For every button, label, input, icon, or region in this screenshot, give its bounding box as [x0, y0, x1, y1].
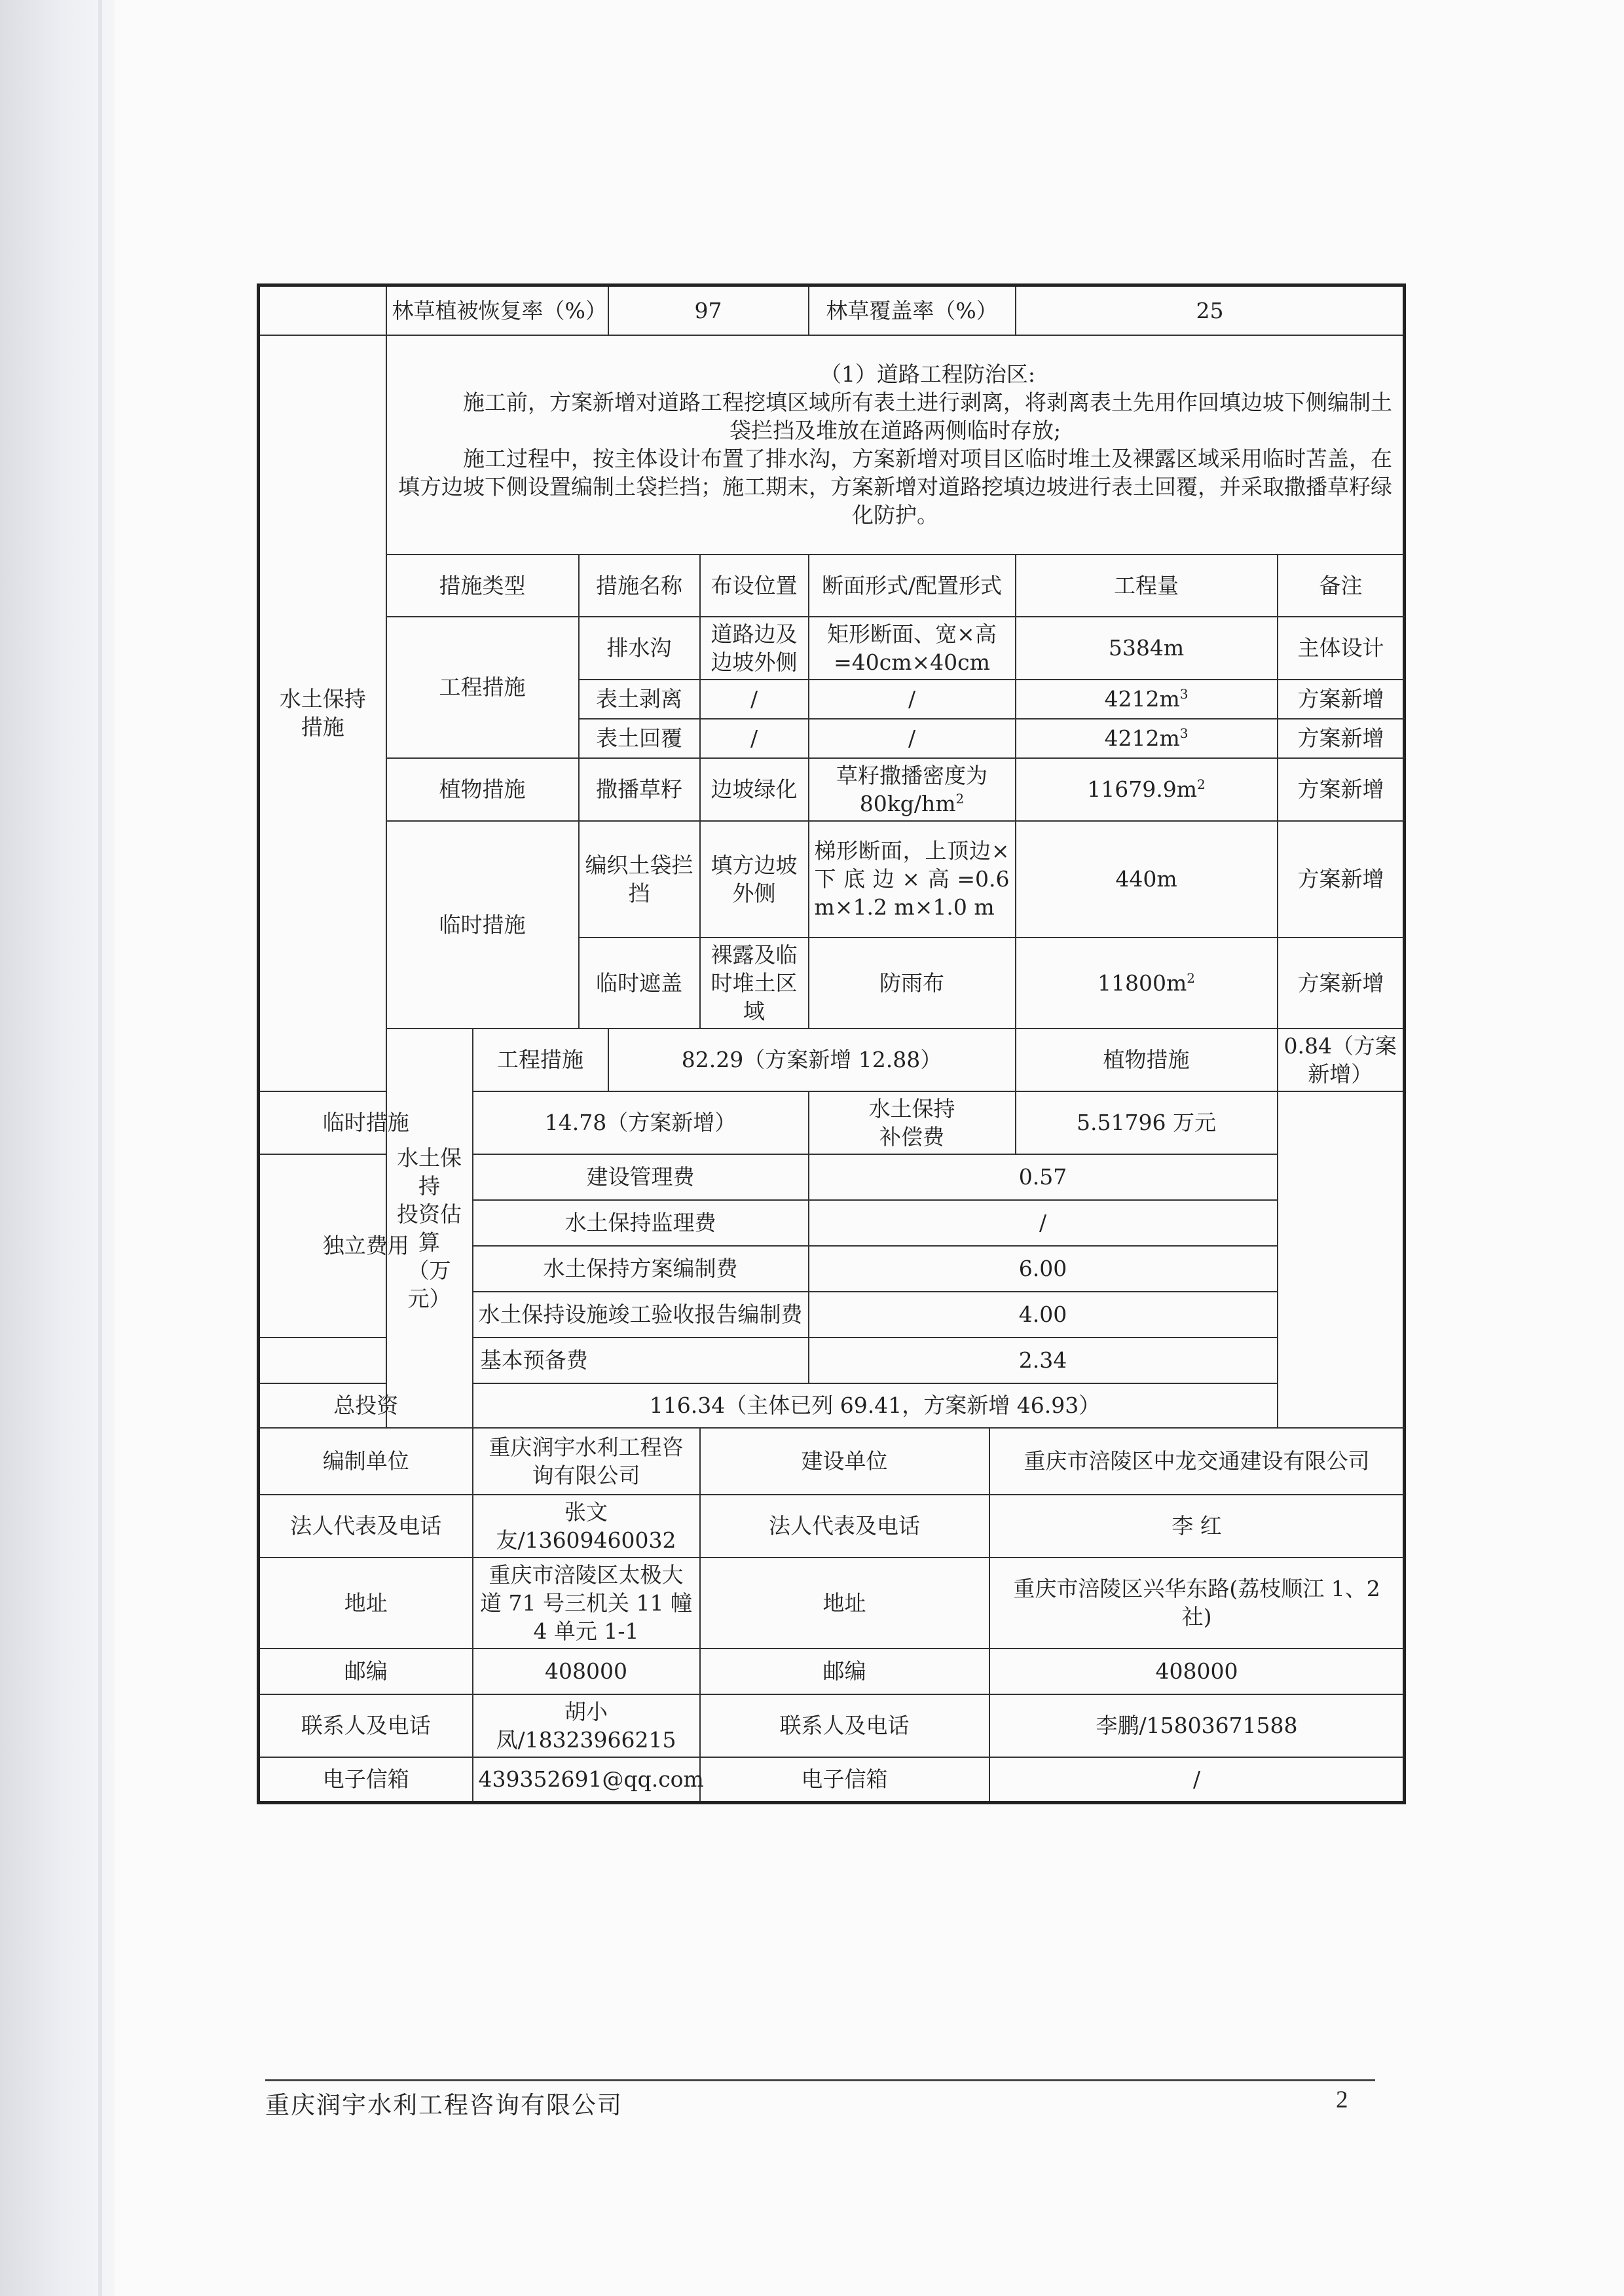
measure-row [259, 821, 1405, 938]
measure-name: 临时遮盖 [579, 938, 700, 1029]
temporary-cost-value: 14.78（方案新增） [473, 1091, 809, 1154]
independent-item-label: 建设管理费 [473, 1154, 809, 1200]
independent-cost-label: 独立费用 [259, 1154, 473, 1338]
measures-paragraph [386, 335, 1405, 555]
contact-left-value: 张文友/13609460032 [473, 1495, 700, 1558]
contact-right-value: 李 红 [989, 1495, 1405, 1558]
measure-location: 道路边及边坡外侧 [700, 617, 809, 680]
independent-item-value: / [809, 1200, 1278, 1246]
unit-superscript: 3 [1179, 686, 1189, 702]
measure-quantity-cell [1016, 758, 1278, 821]
engineering-cost-value: 82.29（方案新增 12.88） [608, 1029, 1016, 1091]
contact-right-value: 李鹏/15803671588 [989, 1694, 1405, 1757]
temporary-type: 临时措施 [386, 821, 579, 1029]
measures-paragraph-row [259, 335, 1405, 555]
contact-row [259, 1558, 1405, 1649]
plant-type: 植物措施 [386, 758, 579, 821]
unit-superscript: 2 [955, 790, 965, 807]
contact-right-value: 408000 [989, 1649, 1405, 1694]
measure-note: 方案新增 [1278, 719, 1405, 758]
measure-form-cell [809, 758, 1016, 821]
measures-header-row [259, 555, 1405, 617]
measure-quantity-cell [1016, 938, 1278, 1029]
measure-quantity: 4212m [1104, 686, 1180, 712]
para-title: （1）道路工程防治区: [819, 361, 1036, 387]
veg-cover-label: 林草覆盖率（%） [809, 285, 1016, 335]
measure-form: 草籽撒播密度为80kg/hm [836, 762, 987, 816]
measure-form: 矩形断面、宽×高=40cm×40cm [809, 617, 1016, 680]
measure-location: / [700, 680, 809, 719]
investment-row [259, 1029, 1405, 1091]
header-location: 布设位置 [700, 555, 809, 617]
measure-location: / [700, 719, 809, 758]
header-name: 措施名称 [579, 555, 700, 617]
contact-left-label: 电子信箱 [259, 1757, 473, 1803]
blank-cell [259, 285, 386, 335]
contact-right-label: 法人代表及电话 [700, 1495, 989, 1558]
contact-left-label: 联系人及电话 [259, 1694, 473, 1757]
measure-name: 表土剥离 [579, 680, 700, 719]
contact-left-label: 编制单位 [259, 1428, 473, 1495]
measure-quantity: 440m [1016, 821, 1278, 938]
contact-left-label: 法人代表及电话 [259, 1495, 473, 1558]
measure-form: 防雨布 [809, 938, 1016, 1029]
contact-right-value: 重庆市涪陵区中龙交通建设有限公司 [989, 1428, 1405, 1495]
measure-note: 主体设计 [1278, 617, 1405, 680]
page-number: 2 [1336, 2086, 1348, 2113]
independent-item-label: 水土保持方案编制费 [473, 1246, 809, 1292]
reserve-row [259, 1338, 1405, 1383]
plant-cost-label: 植物措施 [1016, 1029, 1278, 1091]
contact-row [259, 1757, 1405, 1803]
independent-item-label: 水土保持监理费 [473, 1200, 809, 1246]
engineering-cost-label: 工程措施 [473, 1029, 608, 1091]
contact-left-value: 胡小凤/18323966215 [473, 1694, 700, 1757]
measure-form: / [809, 680, 1016, 719]
para-construction-before: 施工前，方案新增对道路工程挖填区域所有表土进行剥离，将剥离表土先用作回填边坡下侧编制土袋拦挡及堆放在道路两侧临时存放; [463, 390, 1392, 443]
contact-right-label: 联系人及电话 [700, 1694, 989, 1757]
measure-row [259, 758, 1405, 821]
contact-left-value: 重庆市涪陵区太极大道 71 号三机关 11 幢 4 单元 1-1 [473, 1558, 700, 1649]
independent-item-label: 水土保持设施竣工验收报告编制费 [473, 1292, 809, 1338]
reserve-label: 基本预备费 [259, 1338, 809, 1383]
summary-table-container [257, 283, 1403, 1793]
vegetation-row [259, 285, 1405, 335]
contact-row [259, 1495, 1405, 1558]
footer-rule [265, 2079, 1375, 2081]
measure-row [259, 617, 1405, 680]
contact-left-value: 408000 [473, 1649, 700, 1694]
measure-note: 方案新增 [1278, 680, 1405, 719]
contact-right-value: 重庆市涪陵区兴华东路(荔枝顺江 1、2 社) [989, 1558, 1405, 1649]
measure-location: 填方边坡外侧 [700, 821, 809, 938]
measure-quantity: 11800m [1098, 970, 1187, 996]
total-label: 总投资 [259, 1383, 473, 1428]
reserve-value: 2.34 [809, 1338, 1278, 1383]
measure-note: 方案新增 [1278, 938, 1405, 1029]
contact-left-label: 地址 [259, 1558, 473, 1649]
header-note: 备注 [1278, 555, 1405, 617]
contact-right-label: 地址 [700, 1558, 989, 1649]
contact-left-value: 重庆润宇水利工程咨询有限公司 [473, 1428, 700, 1495]
measure-quantity-cell [1016, 719, 1278, 758]
contact-row [259, 1428, 1405, 1495]
contact-right-label: 建设单位 [700, 1428, 989, 1495]
compensation-value: 5.51796 万元 [1016, 1091, 1278, 1154]
compensation-label: 水土保持 补偿费 [809, 1091, 1016, 1154]
header-quantity: 工程量 [1016, 555, 1278, 617]
measure-name: 编织土袋拦挡 [579, 821, 700, 938]
veg-recovery-value: 97 [608, 285, 809, 335]
independent-item-value: 6.00 [809, 1246, 1278, 1292]
measure-location: 边坡绿化 [700, 758, 809, 821]
measure-location: 裸露及临时堆土区域 [700, 938, 809, 1029]
investment-section-label: 水土保持 投资估算 （万元） [386, 1029, 473, 1428]
contact-right-value: / [989, 1757, 1405, 1803]
measure-quantity: 11679.9m [1087, 776, 1198, 802]
measure-quantity: 4212m [1104, 725, 1180, 751]
contact-row [259, 1649, 1405, 1694]
contact-left-value: 439352691@qq.com [473, 1757, 700, 1803]
temporary-cost-label: 临时措施 [259, 1091, 473, 1154]
total-row [259, 1383, 1405, 1428]
total-value: 116.34（主体已列 69.41，方案新增 46.93） [473, 1383, 1278, 1428]
contact-row [259, 1694, 1405, 1757]
measure-name: 排水沟 [579, 617, 700, 680]
measure-quantity-cell [1016, 680, 1278, 719]
plant-cost-value: 0.84（方案新增） [1278, 1029, 1405, 1091]
unit-superscript: 2 [1197, 776, 1206, 792]
binding-edge [98, 0, 102, 2296]
independent-item-value: 0.57 [809, 1154, 1278, 1200]
binding-shadow [0, 0, 115, 2296]
header-type: 措施类型 [386, 555, 579, 617]
measure-note: 方案新增 [1278, 821, 1405, 938]
summary-table [257, 283, 1406, 1804]
footer-company: 重庆润宇水利工程咨询有限公司 [265, 2091, 623, 2119]
measure-name: 撒播草籽 [579, 758, 700, 821]
contact-right-label: 邮编 [700, 1649, 989, 1694]
independent-item-value: 4.00 [809, 1292, 1278, 1338]
header-form: 断面形式/配置形式 [809, 555, 1016, 617]
para-construction-during: 施工过程中，按主体设计布置了排水沟，方案新增对项目区临时堆土及裸露区域采用临时苫盖，在填方边坡下侧设置编制土袋拦挡；施工期末，方案新增对道路挖填边坡进行表土回覆，并采取撒播草籽绿化防护。 [398, 446, 1392, 528]
contact-right-label: 电子信箱 [700, 1757, 989, 1803]
measure-note: 方案新增 [1278, 758, 1405, 821]
unit-superscript: 2 [1187, 970, 1196, 986]
measure-quantity: 5384m [1016, 617, 1278, 680]
measure-name: 表土回覆 [579, 719, 700, 758]
engineering-type: 工程措施 [386, 617, 579, 758]
measure-form: 梯形断面，上顶边×下底边×高=0.6 m×1.2 m×1.0 m [809, 821, 1016, 938]
veg-cover-value: 25 [1016, 285, 1405, 335]
veg-recovery-label: 林草植被恢复率（%） [386, 285, 608, 335]
measure-form: / [809, 719, 1016, 758]
measures-section-label: 水土保持 措施 [259, 335, 386, 1091]
contact-left-label: 邮编 [259, 1649, 473, 1694]
unit-superscript: 3 [1179, 725, 1189, 741]
